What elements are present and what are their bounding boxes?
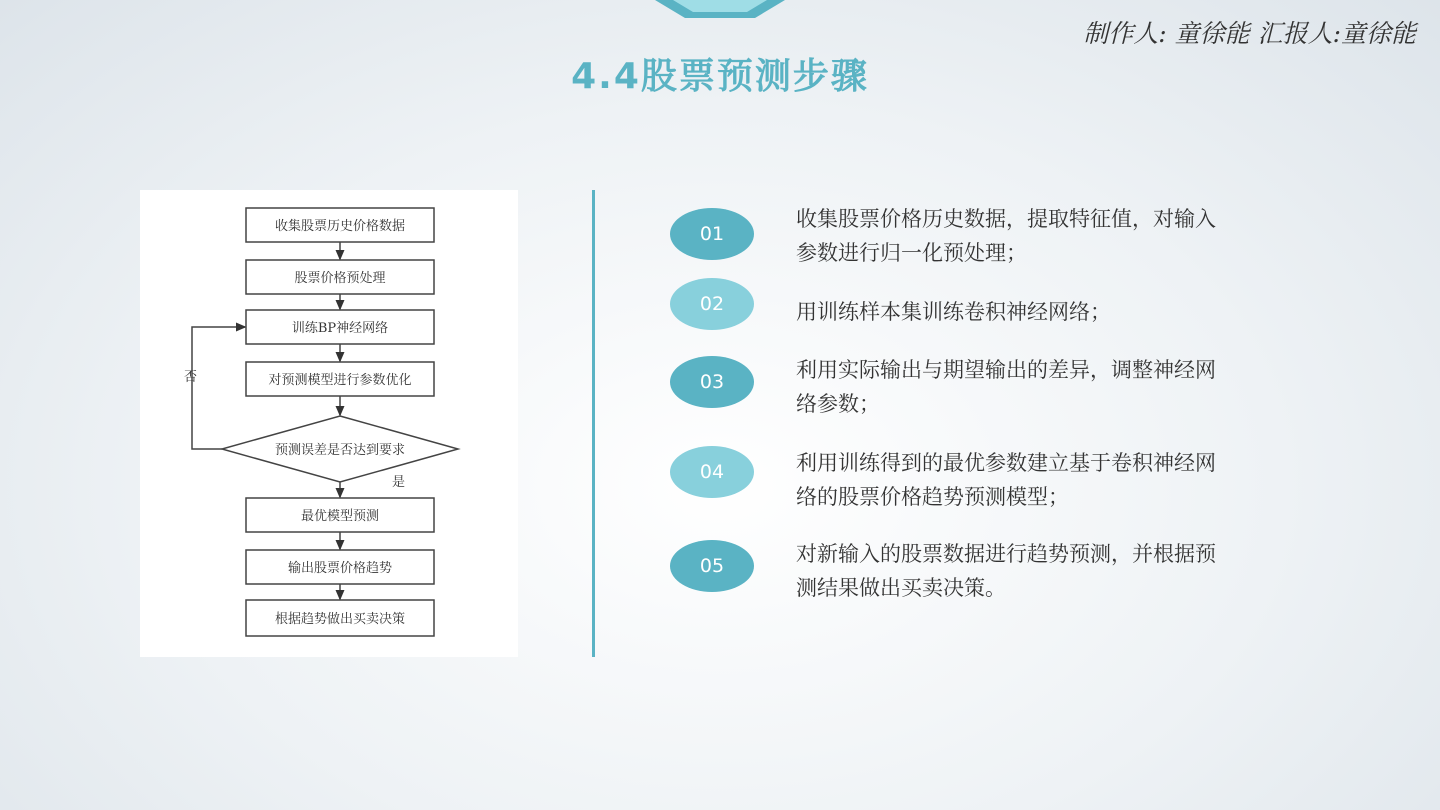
vertical-divider	[592, 190, 595, 657]
flowchart-image	[140, 190, 518, 657]
step-text: 收集股票价格历史数据，提取特征值，对输入参数进行归一化预处理；	[796, 207, 1216, 265]
flow-box-5-label: 最优模型预测	[300, 509, 380, 524]
flow-box-3-label: 训练BP神经网络	[291, 321, 389, 336]
step-number-badge: 01	[670, 208, 754, 260]
top-ribbon-decoration	[655, 0, 785, 20]
step-number-badge: 02	[670, 278, 754, 330]
step-text: 对新输入的股票数据进行趋势预测，并根据预测结果做出买卖决策。	[796, 542, 1216, 600]
flow-yes-label: 是	[392, 475, 406, 490]
flow-box-6-label: 输出股票价格趋势	[287, 561, 393, 576]
slide-title: 4.4股票预测步骤	[571, 56, 869, 97]
flow-box-4-label: 对预测模型进行参数优化	[268, 373, 412, 388]
step-text: 利用训练得到的最优参数建立基于卷积神经网络的股票价格趋势预测模型；	[796, 451, 1216, 509]
step-text: 用训练样本集训练卷积神经网络；	[796, 300, 1111, 324]
step-number-badge: 04	[670, 446, 754, 498]
flow-box-2-label: 股票价格预处理	[294, 271, 386, 286]
author-line: 制作人: 童徐能 汇报人:童徐能	[1083, 19, 1416, 48]
step-text: 利用实际输出与期望输出的差异，调整神经网络参数；	[796, 358, 1216, 416]
step-number-badge: 03	[670, 356, 754, 408]
flow-no-label: 否	[184, 370, 198, 385]
flow-box-7-label: 根据趋势做出买卖决策	[274, 612, 406, 627]
flow-box-1-label: 收集股票历史价格数据	[274, 219, 406, 234]
flow-decision-label: 预测误差是否达到要求	[274, 443, 406, 458]
step-number-badge: 05	[670, 540, 754, 592]
